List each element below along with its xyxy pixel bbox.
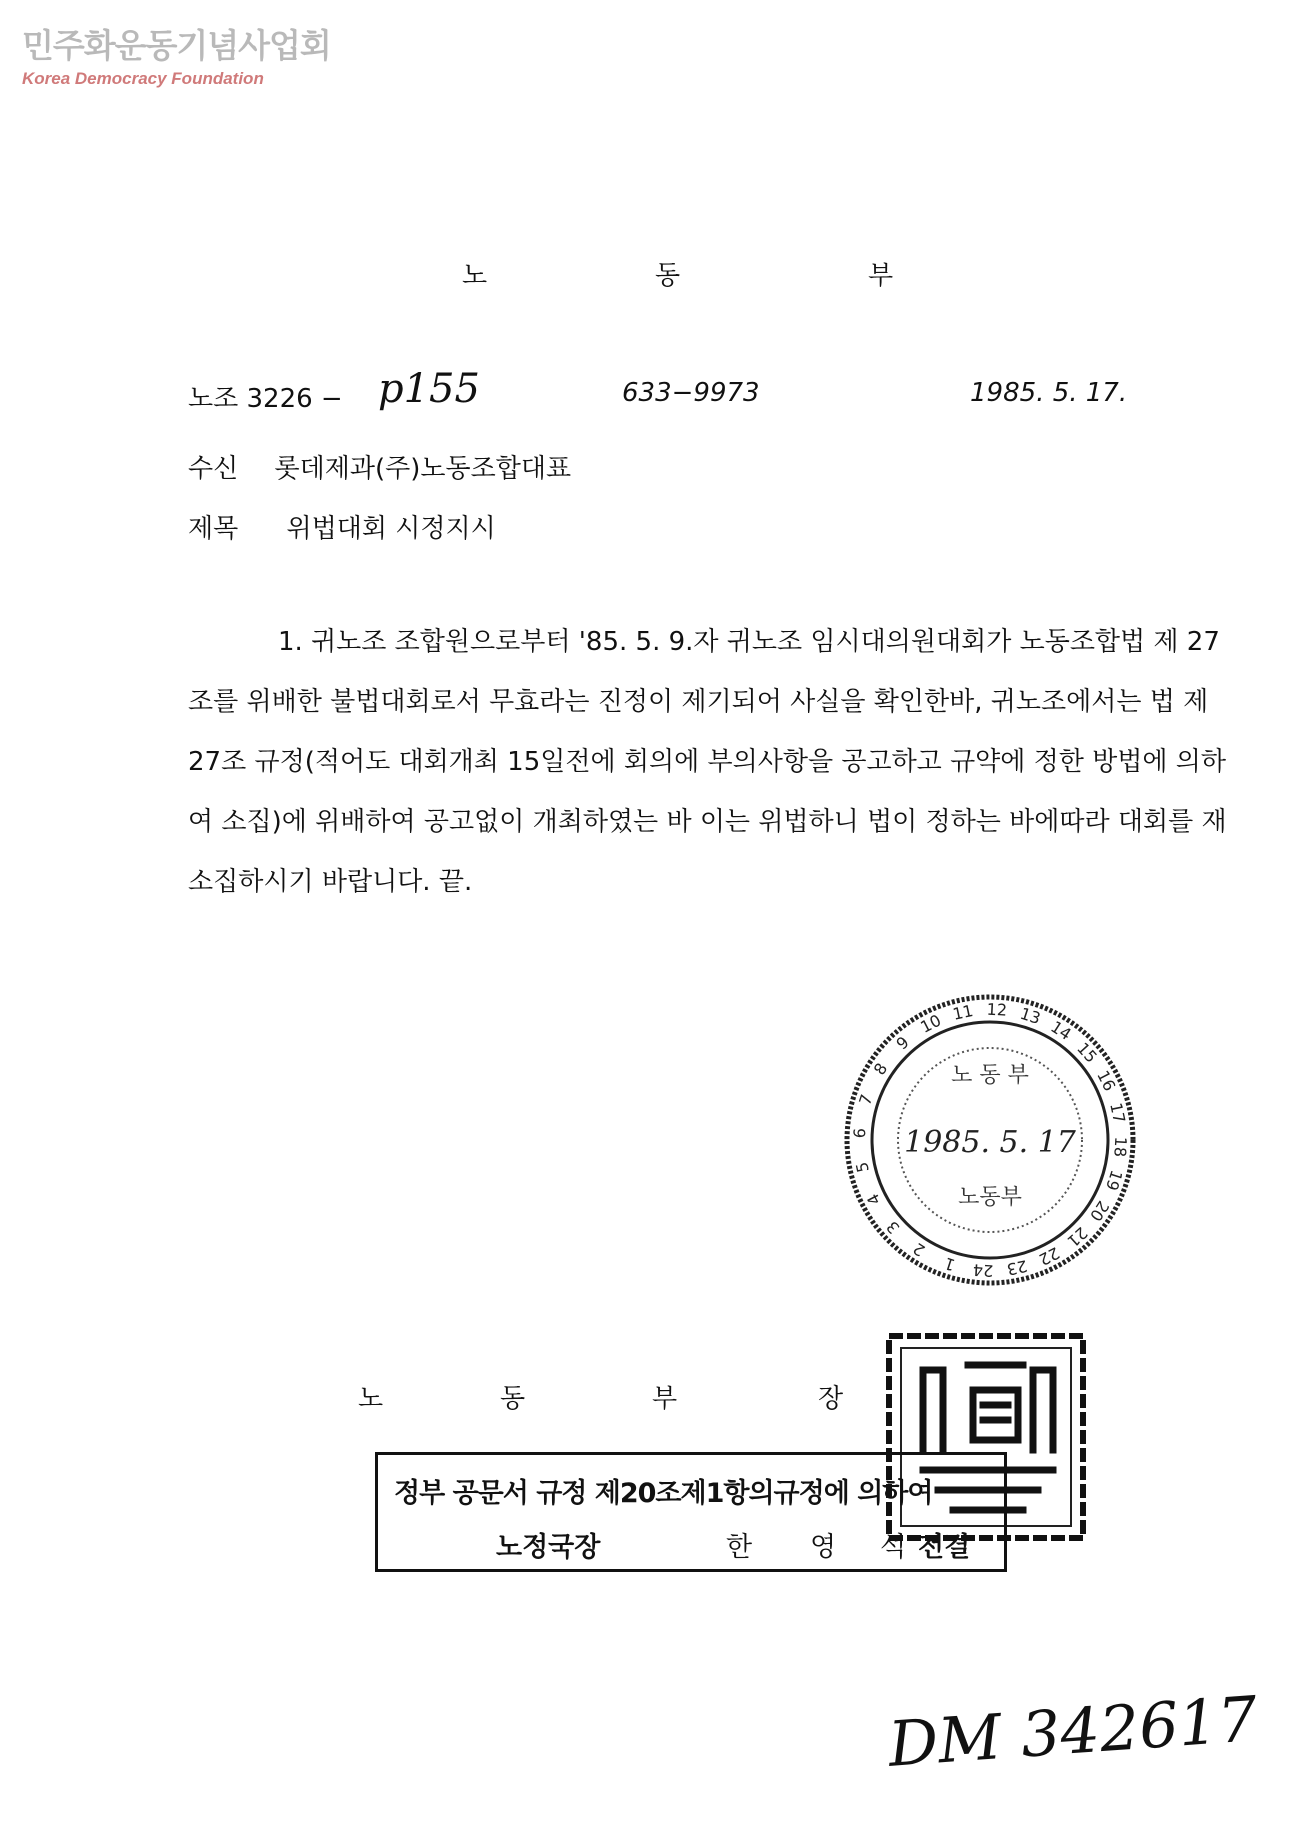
subject-line	[188, 508, 496, 545]
delegation-approval: 전결	[918, 1532, 971, 1563]
document-date: 1985. 5. 17.	[970, 378, 1128, 408]
phone-number: 633−9973	[622, 378, 760, 408]
stamp-day-number: 6	[849, 1127, 870, 1139]
recipient-line	[188, 448, 571, 485]
subject-value: 위법대회 시정지시	[286, 514, 496, 544]
ministry-char-2: 동	[655, 261, 681, 291]
handwritten-reference: p155	[378, 366, 480, 412]
foundation-logo	[22, 20, 331, 89]
ministry-char-1: 노	[462, 261, 488, 291]
sender-char-4: 장	[818, 1384, 844, 1414]
stamp-day-number: 17	[1106, 1100, 1130, 1125]
stamp-day-number: 2	[909, 1238, 929, 1261]
stamp-day-number: 12	[986, 999, 1008, 1020]
stamp-day-number: 22	[1035, 1243, 1063, 1270]
stamp-day-number: 13	[1017, 1003, 1043, 1029]
stamp-top-text: 노 동 부	[951, 1063, 1029, 1088]
logo-korean-text: 민주화운동기념사업회	[22, 26, 331, 65]
stamp-bottom-text: 노동부	[958, 1185, 1022, 1210]
recipient-value: 롯데제과(주)노동조합대표	[274, 454, 572, 484]
recipient-label: 수신	[188, 454, 239, 484]
delegation-title: 노정국장	[496, 1532, 601, 1563]
stamp-day-number: 3	[882, 1217, 904, 1238]
stamp-graphic	[840, 990, 1140, 1290]
stamp-day-number: 23	[1005, 1256, 1030, 1280]
receipt-date-stamp	[840, 990, 1140, 1290]
delegation-name-1: 한	[726, 1532, 753, 1563]
stamp-day-number: 14	[1047, 1017, 1075, 1045]
delegation-line-1: 정부 공문서 규정 제20조제1항의규정에 의하여	[394, 1478, 933, 1509]
subject-label: 제목	[188, 514, 239, 544]
delegation-box	[375, 1452, 1007, 1572]
stamp-day-number: 5	[852, 1160, 873, 1175]
stamp-day-number: 20	[1085, 1197, 1113, 1225]
stamp-day-number: 9	[892, 1032, 913, 1054]
logo-english-text: Korea Democracy Foundation	[22, 69, 264, 88]
stamp-day-number: 19	[1101, 1167, 1127, 1193]
handwritten-archive-number: DM 342617	[885, 1682, 1260, 1781]
sender-char-2: 동	[500, 1384, 526, 1414]
stamp-date: 1985. 5. 17	[904, 1125, 1076, 1160]
ministry-char-3: 부	[868, 261, 894, 291]
stamp-day-number: 21	[1063, 1223, 1092, 1251]
stamp-day-number: 4	[862, 1190, 885, 1209]
stamp-day-number: 1	[941, 1253, 958, 1275]
stamp-day-number: 16	[1093, 1067, 1120, 1095]
document-number: 노조 3226 −	[188, 384, 343, 414]
sender-char-3: 부	[652, 1384, 678, 1414]
stamp-day-number: 11	[950, 1000, 975, 1024]
sender-char-1: 노	[358, 1384, 384, 1414]
delegation-name-3: 석	[880, 1532, 907, 1563]
stamp-day-number: 7	[855, 1091, 877, 1108]
body-paragraph: 1. 귀노조 조합원으로부터 '85. 5. 9.자 귀노조 임시대의원대회가 노동조합법 제 27조를 위배한 불법대회로서 무효라는 진정이 제기되어 사실을 확인한바, 귀노조에서는 법 제 27조 규정(적어도 대회개최 15일전에 회의에 부의사항을 공고하고 규약에 정한 방법에 의하여 소집)에 위배하여 공고없이 개최하였는 바 이는 위법하니 법이 정하는 바에따라 대회를 재소집하시기 바랍니다. 끝.	[188, 627, 1227, 897]
delegation-name-2: 영	[810, 1532, 837, 1563]
body-text	[188, 612, 1228, 912]
stamp-day-number: 8	[869, 1059, 892, 1079]
stamp-day-number: 15	[1073, 1038, 1101, 1067]
stamp-day-number: 24	[972, 1260, 994, 1281]
stamp-day-number: 10	[917, 1010, 945, 1037]
stamp-day-number: 18	[1110, 1136, 1131, 1158]
